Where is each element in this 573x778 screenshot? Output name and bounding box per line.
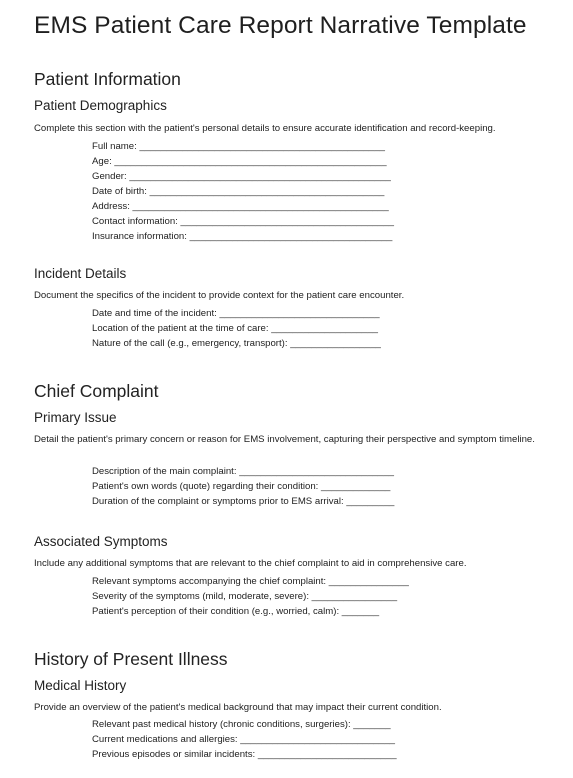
fill-in-blank[interactable]: _________: [346, 496, 395, 507]
form-field: [92, 154, 394, 169]
form-field: [92, 321, 381, 336]
field-label: Insurance information:: [92, 231, 187, 242]
form-field: [92, 464, 394, 479]
form-field: [92, 139, 394, 154]
form-field: [92, 589, 409, 604]
subsection-heading-incident-details: Incident Details: [34, 266, 127, 281]
fill-in-blank[interactable]: _______________: [328, 576, 409, 587]
fill-in-blank[interactable]: ____________________: [271, 323, 378, 334]
field-label: Severity of the symptoms (mild, moderate, severe):: [92, 591, 309, 602]
fill-in-blank[interactable]: _____________: [321, 481, 391, 492]
field-label: Current medications and allergies:: [92, 734, 238, 745]
field-label: Relevant past medical history (chronic conditions, surgeries):: [92, 719, 351, 730]
field-list-medical-history: [92, 717, 397, 762]
form-field: [92, 184, 394, 199]
form-field: [92, 604, 409, 619]
fill-in-blank[interactable]: _______: [353, 719, 391, 730]
form-field: [92, 732, 397, 747]
form-field: [92, 494, 394, 509]
fill-in-blank[interactable]: _________________________________________________: [129, 171, 391, 182]
fill-in-blank[interactable]: _____________________________: [240, 734, 395, 745]
fill-in-blank[interactable]: ___________________________________________________: [114, 156, 387, 167]
section-heading-patient-information: Patient Information: [34, 69, 181, 89]
form-field: [92, 169, 394, 184]
field-label: Contact information:: [92, 216, 178, 227]
subsection-heading-patient-demographics: Patient Demographics: [34, 98, 167, 113]
form-field: [92, 336, 381, 351]
field-list-primary-issue: [92, 464, 394, 509]
form-field: [92, 479, 394, 494]
subsection-description: Complete this section with the patient's personal details to ensure accurate identification and record-keeping.: [34, 123, 496, 134]
fill-in-blank[interactable]: ____________________________________________: [149, 186, 385, 197]
field-label: Date of birth:: [92, 186, 147, 197]
fill-in-blank[interactable]: ______________________________________: [189, 231, 393, 242]
form-field: [92, 306, 381, 321]
field-label: Date and time of the incident:: [92, 308, 217, 319]
field-label: Duration of the complaint or symptoms prior to EMS arrival:: [92, 496, 344, 507]
field-label: Location of the patient at the time of care:: [92, 323, 269, 334]
field-label: Nature of the call (e.g., emergency, transport):: [92, 338, 288, 349]
fill-in-blank[interactable]: _____________________________: [239, 466, 394, 477]
field-label: Age:: [92, 156, 112, 167]
field-list-demographics: [92, 139, 394, 244]
form-field: [92, 574, 409, 589]
fill-in-blank[interactable]: ________________________________________: [180, 216, 394, 227]
fill-in-blank[interactable]: _______: [341, 606, 380, 617]
subsection-description: Provide an overview of the patient's medical background that may impact their current condition.: [34, 702, 442, 713]
subsection-description: Detail the patient's primary concern or reason for EMS involvement, capturing their perspective and symptom timeline.: [34, 434, 535, 445]
field-label: Patient's perception of their condition (e.g., worried, calm):: [92, 606, 340, 617]
field-list-incident-details: [92, 306, 381, 351]
field-label: Patient's own words (quote) regarding their condition:: [92, 481, 319, 492]
section-heading-history-of-present-illness: History of Present Illness: [34, 649, 228, 669]
field-label: Full name:: [92, 141, 137, 152]
fill-in-blank[interactable]: ________________: [311, 591, 398, 602]
subsection-description: Document the specifics of the incident to provide context for the patient care encounter.: [34, 290, 405, 301]
document-title: EMS Patient Care Report Narrative Template: [34, 12, 527, 39]
form-field: [92, 717, 397, 732]
subsection-description: Include any additional symptoms that are relevant to the chief complaint to aid in comprehensive care.: [34, 558, 467, 569]
section-heading-chief-complaint: Chief Complaint: [34, 381, 159, 401]
subsection-heading-medical-history: Medical History: [34, 678, 127, 693]
fill-in-blank[interactable]: __________________________: [257, 749, 397, 760]
field-label: Description of the main complaint:: [92, 466, 237, 477]
fill-in-blank[interactable]: ______________________________________________: [139, 141, 385, 152]
fill-in-blank[interactable]: ________________________________________________: [132, 201, 389, 212]
fill-in-blank[interactable]: ______________________________: [219, 308, 380, 319]
field-label: Address:: [92, 201, 130, 212]
form-field: [92, 747, 397, 762]
field-label: Previous episodes or similar incidents:: [92, 749, 256, 760]
fill-in-blank[interactable]: _________________: [290, 338, 381, 349]
subsection-heading-primary-issue: Primary Issue: [34, 410, 117, 425]
field-list-associated-symptoms: [92, 574, 409, 619]
form-field: [92, 199, 394, 214]
form-field: [92, 229, 394, 244]
form-field: [92, 214, 394, 229]
subsection-heading-associated-symptoms: Associated Symptoms: [34, 534, 168, 549]
field-label: Gender:: [92, 171, 127, 182]
field-label: Relevant symptoms accompanying the chief complaint:: [92, 576, 327, 587]
